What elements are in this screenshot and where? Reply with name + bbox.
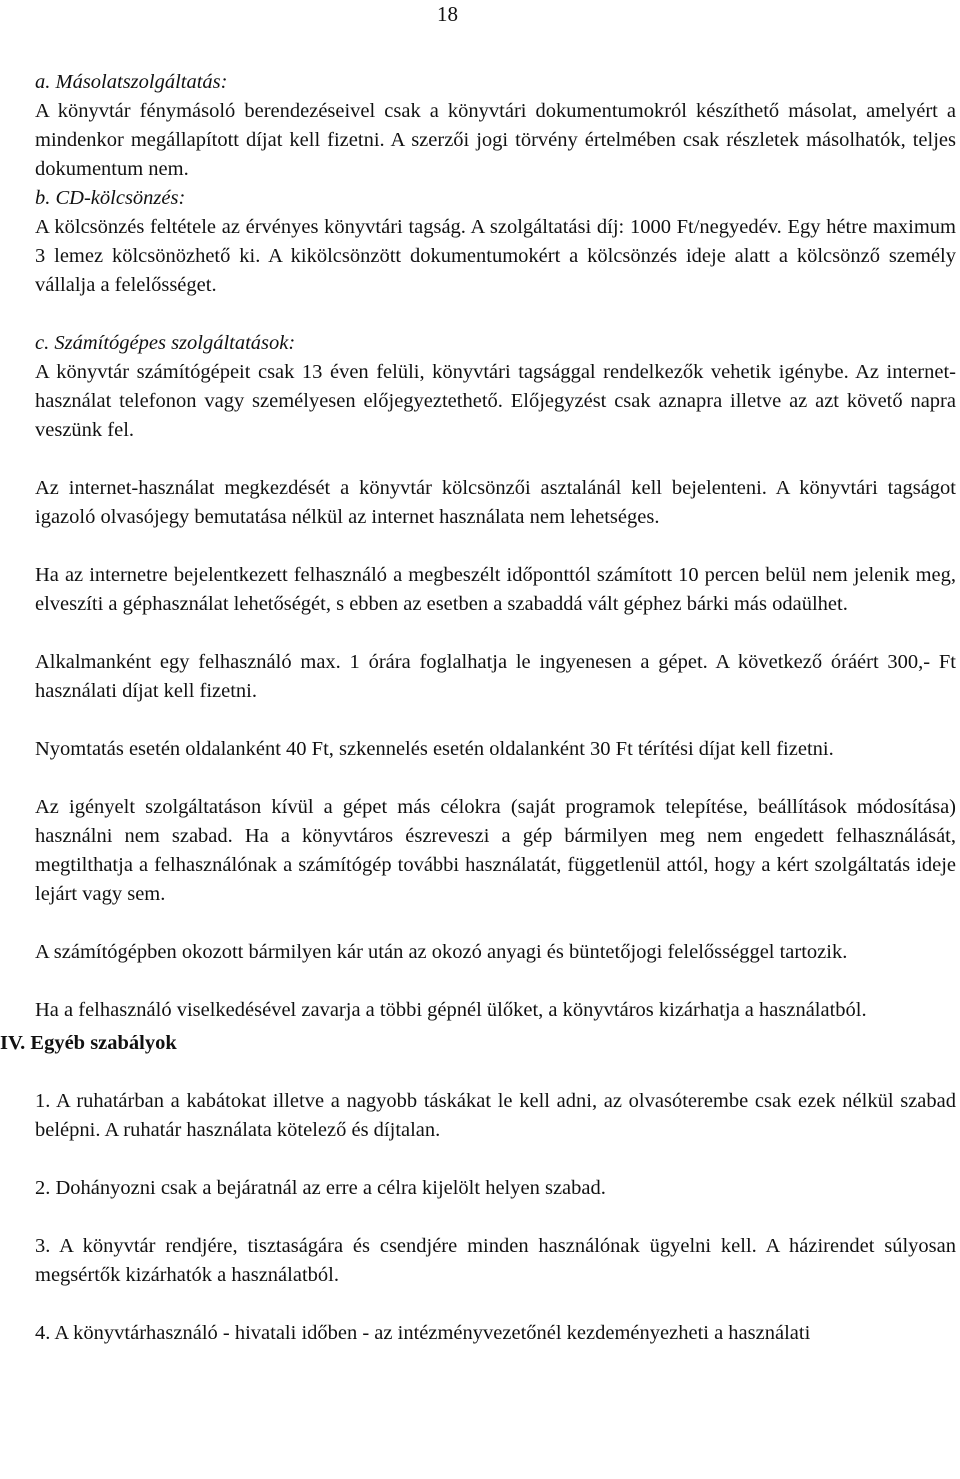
other-rules-heading: IV. Egyéb szabályok xyxy=(0,1032,177,1054)
paragraph-usage-restrictions: Az igényelt szolgáltatáson kívül a gépet más célokra (saját programok telepítése, beállítások módosítása) használni nem szabad. Ha a könyvtáros észreveszi a gép bármilyen meg nem engedett felhasználását, megtilthatja a felhasználónak a számítógép további használatát, függetlenül attól, hogy a kért szolgáltatás ideje lejárt vagy sem. xyxy=(35,796,956,905)
section-a-body: A könyvtár fénymásoló berendezéseivel csak a könyvtári dokumentumokról készíthető másolat, amelyért a mindenkor megállapított díjat kell fizetni. A szerzői jogi törvény értelmében csak részletek másolhatók, teljes dokumentum nem. xyxy=(35,100,956,180)
rule-item: 3. A könyvtár rendjére, tisztaságára és csendjére minden használónak ügyelni kell. A házirendet súlyosan megsértők kizárhatók a használatból. xyxy=(35,1235,956,1286)
section-c-heading: c. Számítógépes szolgáltatások: xyxy=(35,332,296,354)
section-a-heading: a. Másolatszolgáltatás: xyxy=(35,71,228,93)
section-b-body: A kölcsönzés feltétele az érvényes könyvtári tagság. A szolgáltatási díj: 1000 Ft/negyedév. Egy hétre maximum 3 lemez kölcsönözhető ki. A kikölcsönzött dokumentumokért a kölcsönzés ideje alatt a kölcsönző személy vállalja a felelősséget. xyxy=(35,216,956,296)
paragraph-damage-liability: A számítógépben okozott bármilyen kár után az okozó anyagi és büntetőjogi felelősséggel tartozik. xyxy=(35,941,848,963)
rule-item: 4. A könyvtárhasználó - hivatali időben - az intézményvezetőnél kezdeményezheti a használati xyxy=(35,1322,811,1344)
paragraph-late-arrival: Ha az internetre bejelentkezett felhasználó a megbeszélt időponttól számított 10 percen belül nem jelenik meg, elveszíti a géphasználat lehetőségét, s ebben az esetben a szabaddá vált géphez bárki más odaülhet. xyxy=(35,564,956,615)
section-b-heading: b. CD-kölcsönzés: xyxy=(35,187,186,209)
page-number: 18 xyxy=(437,2,458,26)
paragraph-disturbance: Ha a felhasználó viselkedésével zavarja a többi gépnél ülőket, a könyvtáros kizárhatja a használatból. xyxy=(35,999,867,1021)
paragraph-internet-registration: Az internet-használat megkezdését a könyvtár kölcsönzői asztalánál kell bejelenteni. A könyvtári tagságot igazoló olvasójegy bemutatása nélkül az internet használata nem lehetséges. xyxy=(35,477,956,528)
document-body xyxy=(0,68,956,1348)
rule-item: 2. Dohányozni csak a bejáratnál az erre a célra kijelölt helyen szabad. xyxy=(35,1177,606,1199)
paragraph-printing-fees: Nyomtatás esetén oldalanként 40 Ft, szkennelés esetén oldalanként 30 Ft térítési díjat kell fizetni. xyxy=(35,738,834,760)
section-c-body: A könyvtár számítógépeit csak 13 éven felüli, könyvtári tagsággal rendelkezők vehetik igénybe. Az internet-használat telefonon vagy személyesen előjegyeztethető. Előjegyzést csak aznapra illetve az azt követő napra veszünk fel. xyxy=(35,361,956,441)
paragraph-booking-limit: Alkalmanként egy felhasználó max. 1 órára foglalhatja le ingyenesen a gépet. A következő óráért 300,- Ft használati díjat kell fizetni. xyxy=(35,651,956,702)
rule-item: 1. A ruhatárban a kabátokat illetve a nagyobb táskákat le kell adni, az olvasóterembe csak ezek nélkül szabad belépni. A ruhatár használata kötelező és díjtalan. xyxy=(35,1090,956,1141)
